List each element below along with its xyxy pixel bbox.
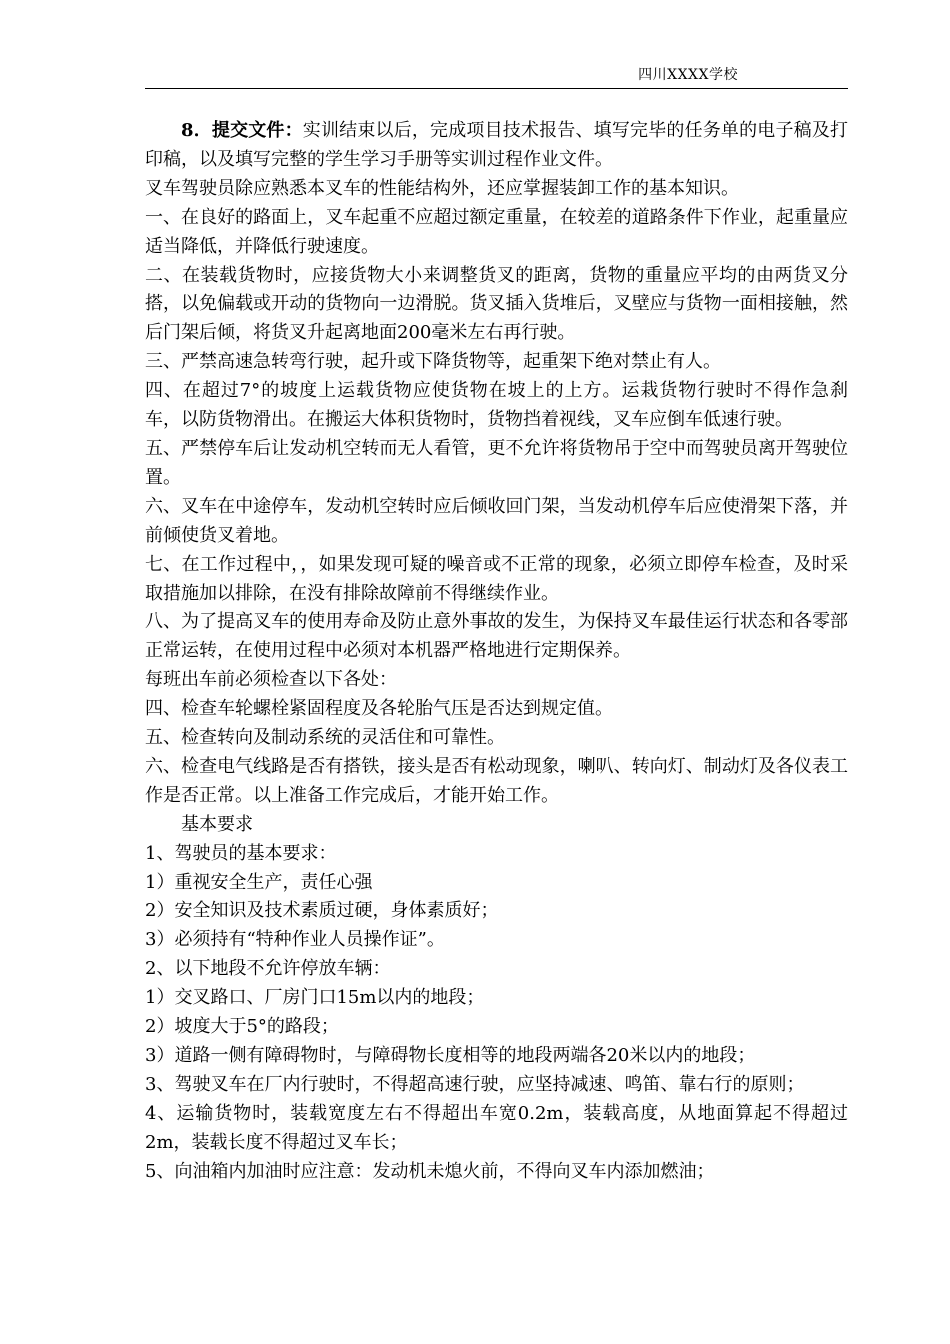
paragraph-rule-5: 五、严禁停车后让发动机空转而无人看管，更不允许将货物吊于空中而驾驶员离开驾驶位置。 xyxy=(145,437,848,488)
list-item-driver-3: 3）必须持有“特种作业人员操作证”。 xyxy=(145,929,445,951)
paragraph-check-intro: 每班出车前必须检查以下各处： xyxy=(145,669,397,691)
paragraph-rule-6: 六、叉车在中途停车，发动机空转时应后倾收回门架，当发动机停车后应使滑架下落，并前倾使货叉着地。 xyxy=(145,495,848,546)
section-heading-basic-requirements: 基本要求 xyxy=(181,813,253,835)
paragraph-loading-rule: 4、运输货物时，装载宽度左右不得超出车宽0.2m，装载高度，从地面算起不得超过2m，装载长度不得超过叉车长； xyxy=(145,1102,848,1153)
submit-files-text: 实训结束以后，完成项目技术报告、填写完毕的任务单的电子稿及打印稿，以及填写完整的学生学习手册等实训过程作业文件。 xyxy=(145,120,849,170)
paragraph-check-5: 五、检查转向及制动系统的灵活住和可靠性。 xyxy=(145,727,505,749)
list-item-parking-1: 1）交叉路口、厂房门口15m以内的地段； xyxy=(145,987,485,1009)
paragraph-no-parking: 2、以下地段不允许停放车辆： xyxy=(145,958,391,980)
list-item-parking-3: 3）道路一侧有障碍物时，与障碍物长度相等的地段两端各20米以内的地段； xyxy=(145,1045,756,1066)
paragraph-refuel-rule: 5、向油箱内加油时应注意：发动机未熄火前，不得向叉车内添加燃油； xyxy=(145,1160,715,1182)
paragraph-rule-8: 八、为了提高叉车的使用寿命及防止意外事故的发生，为保持叉车最佳运行状态和各零部正常运转，在使用过程中必须对本机器严格地进行定期保养。 xyxy=(145,611,848,662)
paragraph-rule-1: 一、在良好的路面上，叉车起重不应超过额定重量，在较差的道路条件下作业，起重量应适当降低，并降低行驶速度。 xyxy=(145,206,848,257)
paragraph-rule-2: 二、在装载货物时，应接货物大小来调整货叉的距离，货物的重量应平均的由两货叉分搭，以免偏载或开动的货物向一边滑脱。货叉插入货堆后，叉壁应与货物一面相接触，然后门架后倾，将货叉升起离地面200毫米左右再行驶。 xyxy=(145,264,848,344)
header-school-name: 四川XXXX学校 xyxy=(638,67,738,83)
paragraph-check-6: 六、检查电气线路是否有搭铁，接头是否有松动现象，喇叭、转向灯、制动灯及各仪表工作是否正常。以上准备工作完成后，才能开始工作。 xyxy=(145,755,848,806)
paragraph-intro: 叉车驾驶员除应熟悉本叉车的性能结构外，还应掌握装卸工作的基本知识。 xyxy=(145,177,739,199)
paragraph-rule-7: 七、在工作过程中，，如果发现可疑的噪音或不正常的现象，必须立即停车检查，及时采取措施加以排除，在没有排除故障前不得继续作业。 xyxy=(145,553,848,604)
paragraph-driver-requirements: 1、驾驶员的基本要求： xyxy=(145,842,337,864)
page-header xyxy=(145,62,848,89)
paragraph-submit-files xyxy=(145,117,848,175)
submit-files-heading: 8．提交文件： xyxy=(181,120,303,141)
paragraph-driving-rule: 3、驾驶叉车在厂内行驶时，不得超高速行驶，应坚持减速、鸣笛、靠右行的原则； xyxy=(145,1073,805,1095)
list-item-driver-2: 2）安全知识及技术素质过硬，身体素质好； xyxy=(145,900,499,922)
paragraph-rule-3: 三、严禁高速急转弯行驶，起升或下降货物等，起重架下绝对禁止有人。 xyxy=(145,351,721,373)
paragraph-rule-4: 四、在超过7°的坡度上运载货物应使货物在坡上的上方。运栽货物行驶时不得作急刹车，以防货物滑出。在搬运大体积货物时，货物挡着视线，叉车应倒车低速行驶。 xyxy=(145,380,848,431)
document-body xyxy=(145,117,848,1187)
paragraph-check-4: 四、检查车轮螺栓紧固程度及各轮胎气压是否达到规定值。 xyxy=(145,698,613,720)
list-item-driver-1: 1）重视安全生产，责任心强 xyxy=(145,871,373,893)
list-item-parking-2: 2）坡度大于5°的路段； xyxy=(145,1016,339,1038)
